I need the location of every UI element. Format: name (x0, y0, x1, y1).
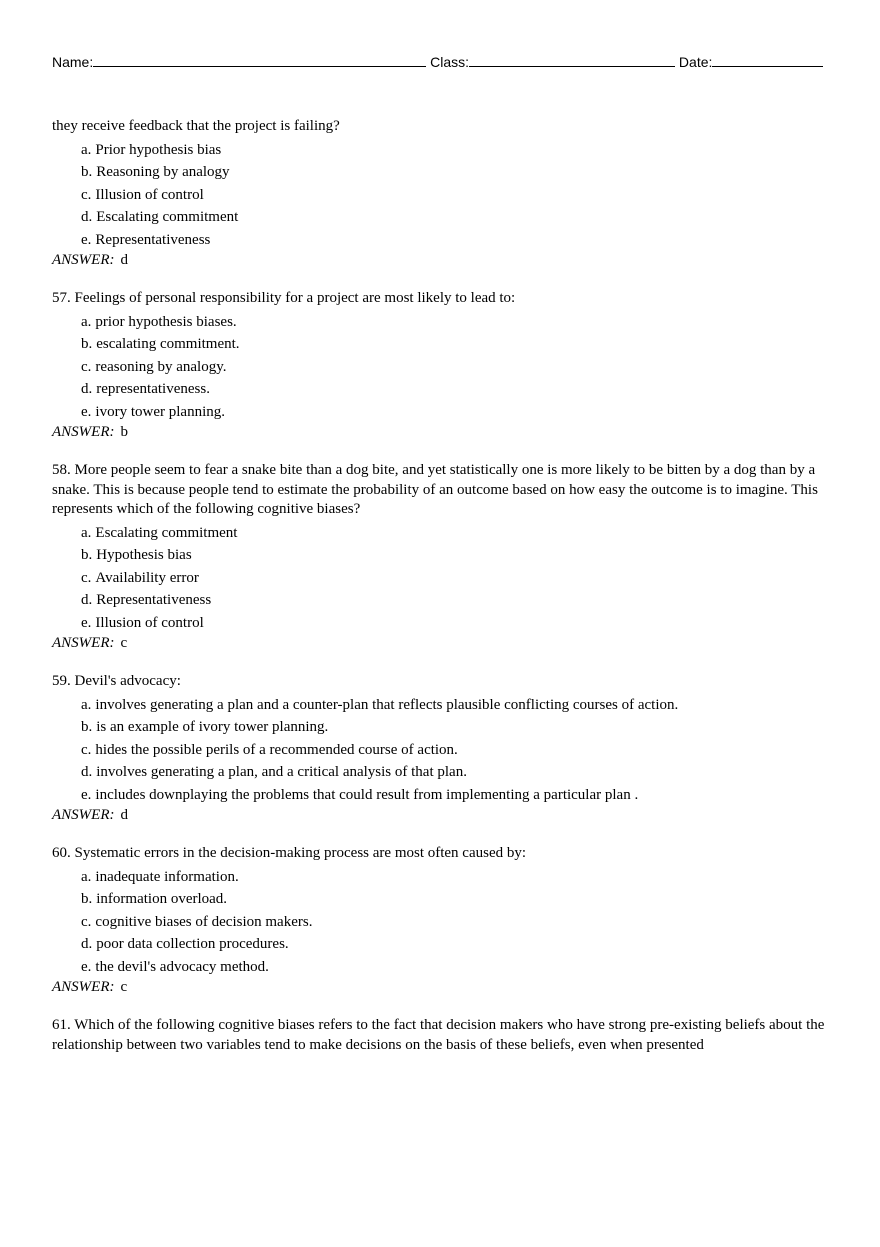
name-label: Name: (52, 54, 94, 70)
option-letter: a. (81, 696, 92, 713)
option-text: involves generating a plan and a counter-plan that reflects plausible conflicting courses of action. (95, 696, 679, 713)
answer-option (52, 184, 834, 207)
option-letter: c. (81, 913, 92, 930)
option-text: inadequate information. (95, 868, 239, 885)
option-text: the devil's advocacy method. (95, 958, 269, 975)
answer-value: c (120, 635, 128, 651)
answer-option (52, 401, 834, 424)
date-field-line[interactable] (712, 52, 823, 67)
option-text: escalating commitment. (96, 336, 240, 352)
answer-value: d (120, 252, 128, 268)
answer-option (52, 567, 834, 590)
option-letter: b. (81, 164, 93, 180)
answer-line (52, 251, 834, 270)
option-list (52, 311, 834, 424)
option-text: cognitive biases of decision makers. (95, 913, 313, 930)
option-letter: e. (81, 614, 92, 631)
answer-option (52, 933, 834, 956)
option-text: is an example of ivory tower planning. (96, 719, 329, 735)
answer-option (52, 694, 834, 717)
answer-value: b (120, 424, 128, 440)
option-text: includes downplaying the problems that could result from implementing a particular plan . (95, 786, 639, 803)
option-letter: a. (81, 313, 92, 330)
answer-option (52, 311, 834, 334)
answer-value: d (120, 807, 128, 823)
option-text: Escalating commitment (95, 524, 238, 541)
question-block (52, 117, 834, 270)
answer-option (52, 866, 834, 889)
answer-option (52, 356, 834, 379)
option-letter: a. (81, 524, 92, 541)
answer-option (52, 378, 834, 401)
name-field-line[interactable] (93, 52, 426, 67)
option-text: involves generating a plan, and a critical analysis of that plan. (96, 764, 467, 780)
option-text: Availability error (95, 569, 199, 586)
date-label: Date: (678, 54, 713, 70)
answer-value: c (120, 979, 128, 995)
option-letter: d. (81, 209, 93, 225)
answer-label: ANSWER: (52, 979, 115, 995)
option-list (52, 866, 834, 979)
answer-option (52, 544, 834, 567)
answer-option (52, 206, 834, 229)
option-letter: a. (81, 141, 92, 158)
option-text: Hypothesis bias (96, 547, 192, 563)
option-text: poor data collection procedures. (96, 936, 289, 952)
option-letter: e. (81, 231, 92, 248)
option-text: Representativeness (96, 592, 212, 608)
option-letter: c. (81, 186, 92, 203)
question-block (52, 289, 834, 442)
answer-label: ANSWER: (52, 424, 115, 440)
option-list (52, 522, 834, 635)
question-block (52, 461, 834, 653)
option-text: Escalating commitment (96, 209, 239, 225)
answer-option (52, 739, 834, 762)
option-letter: d. (81, 764, 93, 780)
option-letter: b. (81, 547, 93, 563)
option-letter: e. (81, 958, 92, 975)
option-list (52, 694, 834, 807)
option-letter: d. (81, 381, 93, 397)
question-list (52, 117, 834, 1055)
question-stem: 59. Devil's advocacy: (52, 673, 181, 689)
option-text: ivory tower planning. (95, 403, 225, 420)
answer-label: ANSWER: (52, 635, 115, 651)
answer-option (52, 784, 834, 807)
question-stem: 60. Systematic errors in the decision-making process are most often caused by: (52, 845, 527, 861)
option-text: representativeness. (96, 381, 210, 397)
option-text: Illusion of control (95, 186, 204, 203)
answer-line (52, 806, 834, 825)
answer-option (52, 229, 834, 252)
option-letter: b. (81, 891, 93, 907)
option-letter: e. (81, 403, 92, 420)
option-text: Representativeness (95, 231, 211, 248)
option-text: Prior hypothesis bias (95, 141, 222, 158)
option-letter: d. (81, 592, 93, 608)
option-letter: b. (81, 719, 93, 735)
class-label: Class: (430, 54, 470, 70)
answer-line (52, 423, 834, 442)
question-block (52, 1016, 834, 1055)
question-stem: 58. More people seem to fear a snake bite than a dog bite, and yet statistically one is more likely to be bitten by a dog than by a snake. This is because people tend to estimate the probability of an outcome based on how easy the outcome is to imagine. This represents which of the following cognitive biases? (52, 462, 818, 517)
option-letter: c. (81, 358, 92, 375)
option-text: prior hypothesis biases. (95, 313, 237, 330)
option-text: reasoning by analogy. (95, 358, 227, 375)
answer-option (52, 139, 834, 162)
answer-option (52, 333, 834, 356)
option-text: Reasoning by analogy (96, 164, 230, 180)
question-block (52, 844, 834, 997)
answer-line (52, 978, 834, 997)
worksheet-header (52, 52, 830, 71)
option-letter: d. (81, 936, 93, 952)
answer-option (52, 612, 834, 635)
option-letter: b. (81, 336, 93, 352)
option-text: Illusion of control (95, 614, 204, 631)
answer-line (52, 634, 834, 653)
question-stem: they receive feedback that the project is failing? (52, 118, 340, 134)
option-text: information overload. (96, 891, 228, 907)
answer-option (52, 522, 834, 545)
option-list (52, 139, 834, 252)
question-block (52, 672, 834, 825)
question-stem: 57. Feelings of personal responsibility for a project are most likely to lead to: (52, 290, 516, 306)
answer-option (52, 956, 834, 979)
option-letter: c. (81, 741, 92, 758)
answer-option (52, 716, 834, 739)
option-letter: c. (81, 569, 92, 586)
question-stem: 61. Which of the following cognitive biases refers to the fact that decision makers who have strong pre-existing beliefs about the relationship between two variables tend to make decisions on the basis of these beliefs, even when presented (52, 1017, 825, 1053)
answer-option (52, 589, 834, 612)
option-letter: a. (81, 868, 92, 885)
answer-label: ANSWER: (52, 807, 115, 823)
answer-option (52, 761, 834, 784)
answer-option (52, 161, 834, 184)
answer-option (52, 911, 834, 934)
answer-label: ANSWER: (52, 252, 115, 268)
option-letter: e. (81, 786, 92, 803)
class-field-line[interactable] (469, 52, 675, 67)
answer-option (52, 888, 834, 911)
option-text: hides the possible perils of a recommended course of action. (95, 741, 458, 758)
